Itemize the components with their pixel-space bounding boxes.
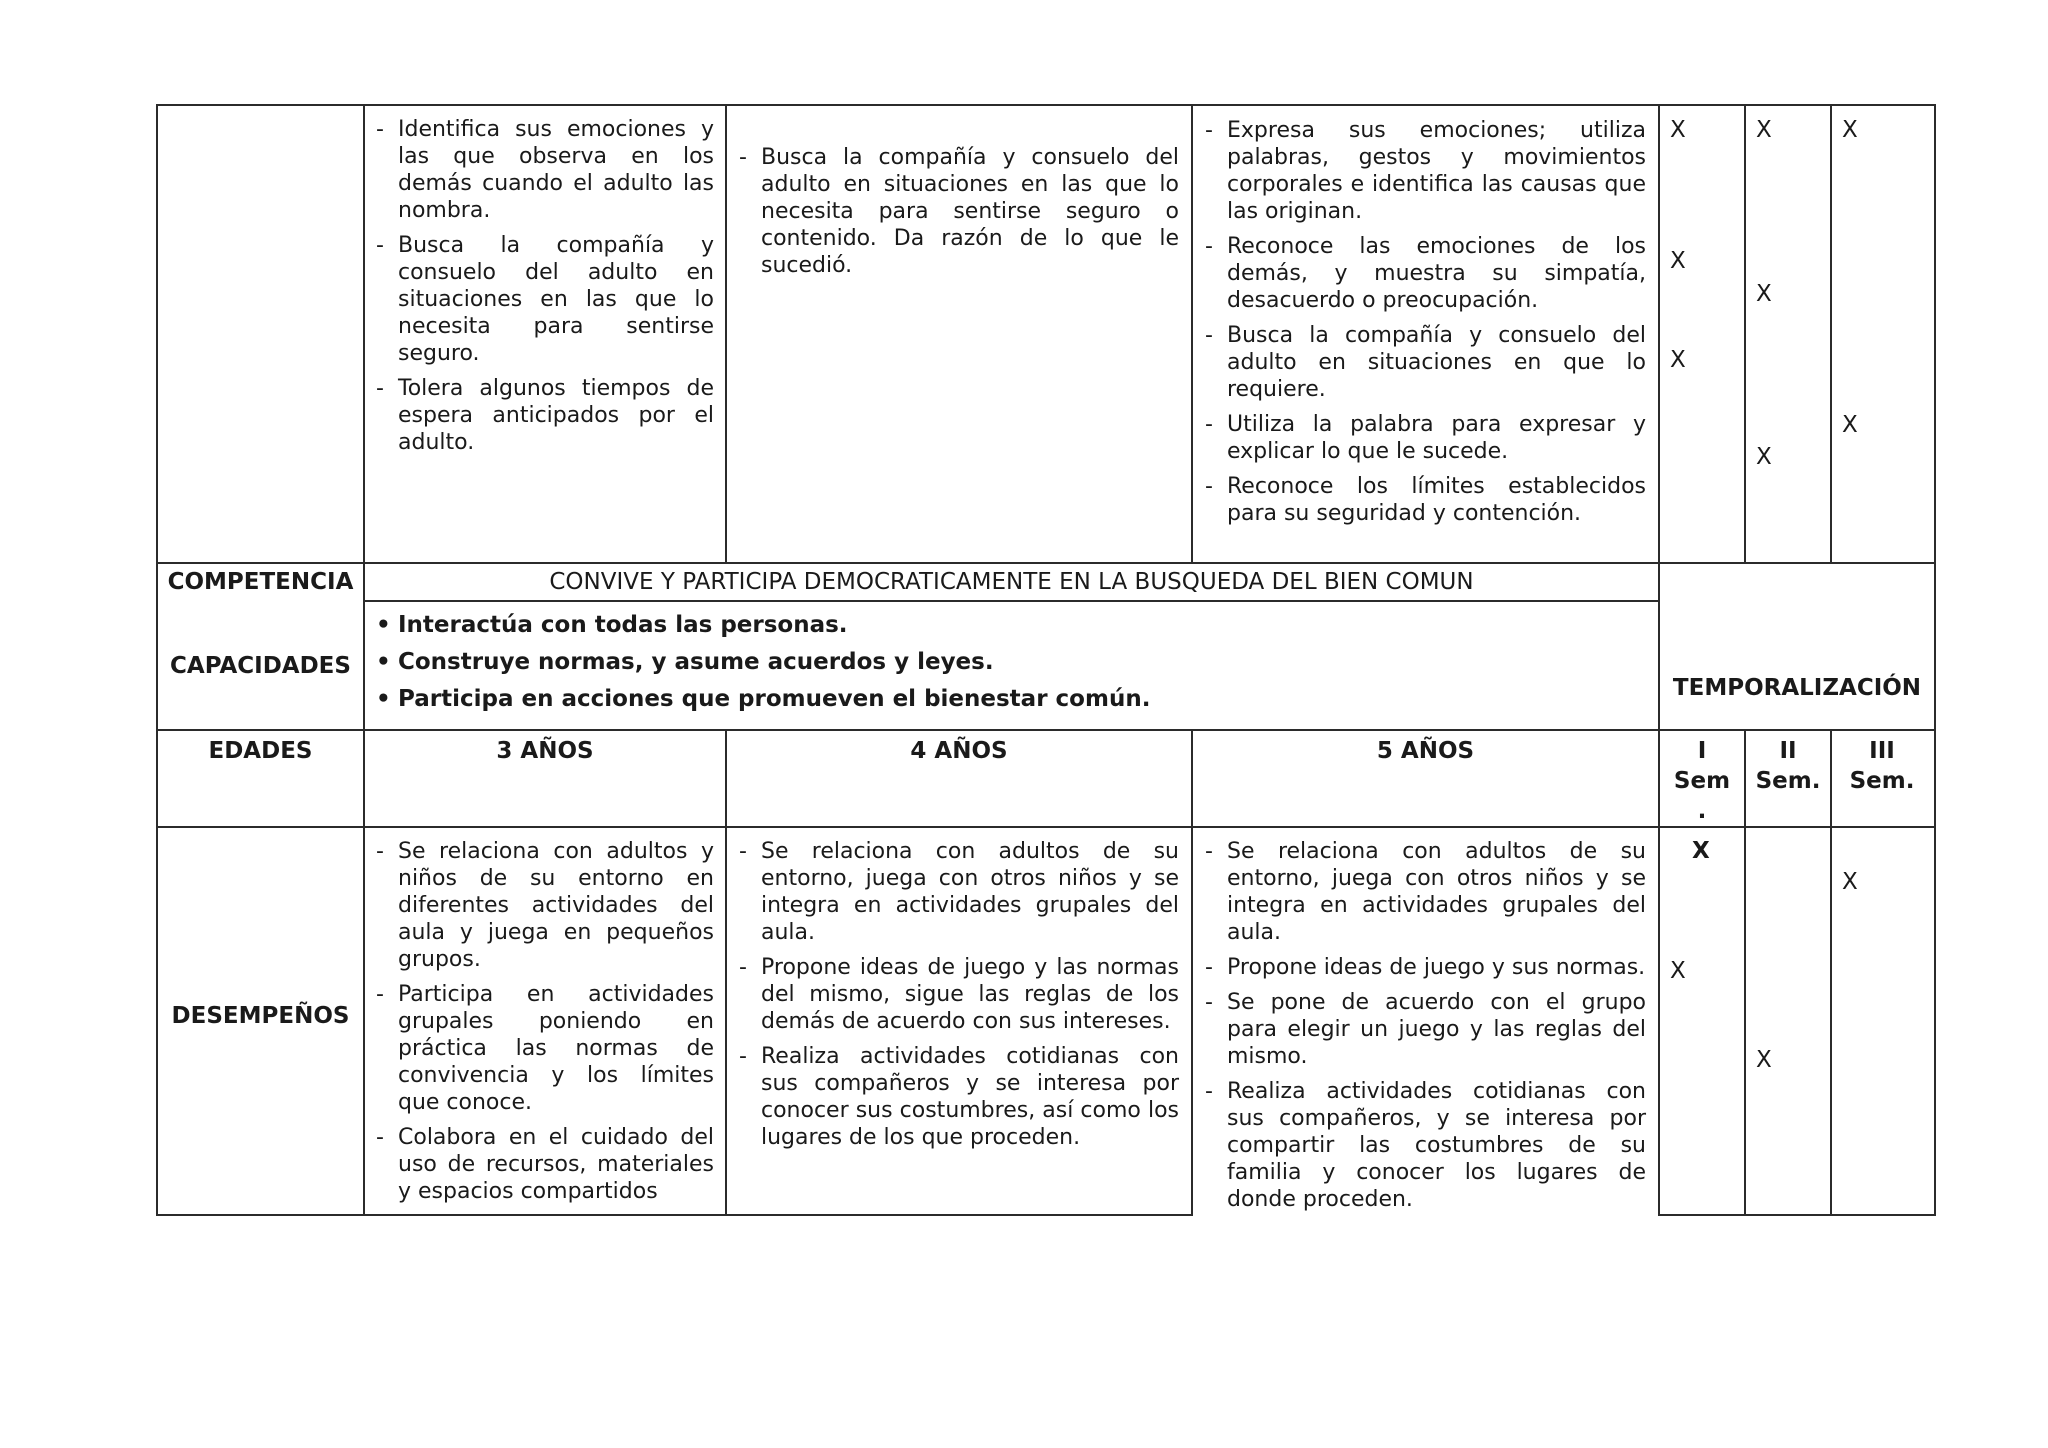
list-item: - Realiza actividades cotidianas con sus compañeros, y se interesa por compartir las costumbres de su familia y conocer los lugares de donde proceden.	[1203, 1078, 1646, 1213]
check-mark: X	[1756, 444, 1772, 470]
competencia-value: CONVIVE Y PARTICIPA DEMOCRATICAMENTE EN LA BUSQUEDA DEL BIEN COMUN	[549, 569, 1474, 595]
list-item: - Busca la compañía y consuelo del adulto en situaciones en que lo requiere.	[1203, 322, 1646, 403]
list-item: - Busca la compañía y consuelo del adulto en situaciones en las que lo necesita para sentirse seguro.	[374, 232, 714, 367]
check-mark: X	[1756, 117, 1772, 143]
row-divider-competencia	[156, 562, 1936, 564]
table-bottom-border-left	[156, 1214, 1193, 1216]
list-item: - Reconoce las emociones de los demás, y muestra su simpatía, desacuerdo o preocupación.	[1203, 233, 1646, 314]
table-top-border	[156, 104, 1936, 106]
check-mark: X	[1670, 347, 1686, 373]
check-mark: X	[1670, 958, 1686, 984]
desempenos-5-anos-list	[1203, 838, 1646, 1213]
sem-i-header: I Sem .	[1673, 738, 1731, 824]
row-divider-edades	[156, 729, 1936, 731]
desempenos-3-anos-cell	[374, 838, 714, 1213]
list-item: - Tolera algunos tiempos de espera anticipados por el adulto.	[374, 375, 714, 456]
list-item: - Se relaciona con adultos de su entorno, juega con otros niños y se integra en actividades grupales del aula.	[737, 838, 1179, 946]
list-item: • Interactúa con todas las personas.	[374, 607, 1644, 644]
desempenos-label: DESEMPEÑOS	[171, 1003, 350, 1029]
table-right-border	[1934, 104, 1936, 1216]
desempenos-4-anos-cell	[737, 838, 1179, 1159]
top-3-anos-cell	[374, 116, 714, 464]
table-bottom-border-right	[1658, 1214, 1936, 1216]
sem-iii-header: III Sem.	[1849, 738, 1915, 794]
col-divider-5-sem	[1658, 104, 1660, 1216]
row-divider-header	[156, 826, 1936, 828]
check-mark: X	[1842, 117, 1858, 143]
check-mark: X	[1756, 281, 1772, 307]
list-item: - Utiliza la palabra para expresar y explicar lo que le sucede.	[1203, 411, 1646, 465]
list-item: - Reconoce los límites establecidos para su seguridad y contención.	[1203, 473, 1646, 527]
list-item: - Identifica sus emociones y las que observa en los demás cuando el adulto las nombra.	[374, 116, 714, 224]
list-item: - Colabora en el cuidado del uso de recursos, materiales y espacios compartidos	[374, 1124, 714, 1205]
col-divider-3-4-bottom	[725, 729, 727, 1216]
edades-header: EDADES	[208, 738, 313, 764]
col-divider-4-5-top	[1191, 104, 1193, 562]
list-item: • Participa en acciones que promueven el bienestar común.	[374, 681, 1644, 718]
list-item: - Propone ideas de juego y sus normas.	[1203, 954, 1646, 981]
list-item: - Realiza actividades cotidianas con sus compañeros y se interesa por conocer sus costumbres, así como los lugares de los que proceden.	[737, 1043, 1179, 1151]
desempenos-5-anos-cell	[1203, 838, 1646, 1221]
check-mark: X	[1842, 412, 1858, 438]
top-5-anos-list	[1203, 117, 1646, 527]
check-mark: X	[1756, 1047, 1772, 1073]
check-mark: X	[1692, 838, 1710, 864]
list-item: - Expresa sus emociones; utiliza palabras, gestos y movimientos corporales e identifica las causas que las originan.	[1203, 117, 1646, 225]
desempenos-3-anos-list	[374, 838, 714, 1205]
list-item: - Se relaciona con adultos de su entorno, juega con otros niños y se integra en actividades grupales del aula.	[1203, 838, 1646, 946]
sem-ii-header: II Sem.	[1755, 738, 1821, 794]
col-divider-sem2-sem3-bottom	[1830, 729, 1832, 1216]
top-5-anos-cell	[1203, 117, 1646, 535]
list-item: - Se pone de acuerdo con el grupo para elegir un juego y las reglas del mismo.	[1203, 989, 1646, 1070]
col-divider-3-4-top	[725, 104, 727, 562]
desempenos-4-anos-list	[737, 838, 1179, 1151]
col-divider-label	[363, 104, 365, 1216]
list-item: - Participa en actividades grupales poniendo en práctica las normas de convivencia y los límites que conoce.	[374, 981, 714, 1116]
check-mark: X	[1842, 869, 1858, 895]
capacidades-list	[374, 607, 1644, 718]
check-mark: X	[1670, 117, 1686, 143]
top-4-anos-cell	[737, 144, 1179, 287]
col-divider-sem2-sem3-top	[1830, 104, 1832, 562]
list-item: - Propone ideas de juego y las normas del mismo, sigue las reglas de los demás de acuerdo con sus intereses.	[737, 954, 1179, 1035]
3-anos-header: 3 AÑOS	[496, 738, 594, 764]
check-mark: X	[1670, 248, 1686, 274]
col-divider-4-5-bottom	[1191, 729, 1193, 1216]
col-divider-sem1-sem2-top	[1744, 104, 1746, 562]
top-4-anos-list	[737, 144, 1179, 279]
col-divider-sem1-sem2-bottom	[1744, 729, 1746, 1216]
temporalizacion-label: TEMPORALIZACIÓN	[1672, 675, 1922, 701]
competencia-label: COMPETENCIA	[167, 569, 354, 595]
4-anos-header: 4 AÑOS	[910, 738, 1008, 764]
list-item: - Busca la compañía y consuelo del adulto en situaciones en las que lo necesita para sentirse seguro o contenido. Da razón de lo que le sucedió.	[737, 144, 1179, 279]
5-anos-header: 5 AÑOS	[1376, 738, 1475, 764]
capacidades-cell	[374, 607, 1644, 718]
capacidades-label: CAPACIDADES	[170, 653, 351, 679]
row-divider-capacidades	[363, 600, 1660, 602]
list-item: - Se relaciona con adultos y niños de su entorno en diferentes actividades del aula y juega en pequeños grupos.	[374, 838, 714, 973]
top-3-anos-list	[374, 116, 714, 456]
list-item: • Construye normas, y asume acuerdos y leyes.	[374, 644, 1644, 681]
